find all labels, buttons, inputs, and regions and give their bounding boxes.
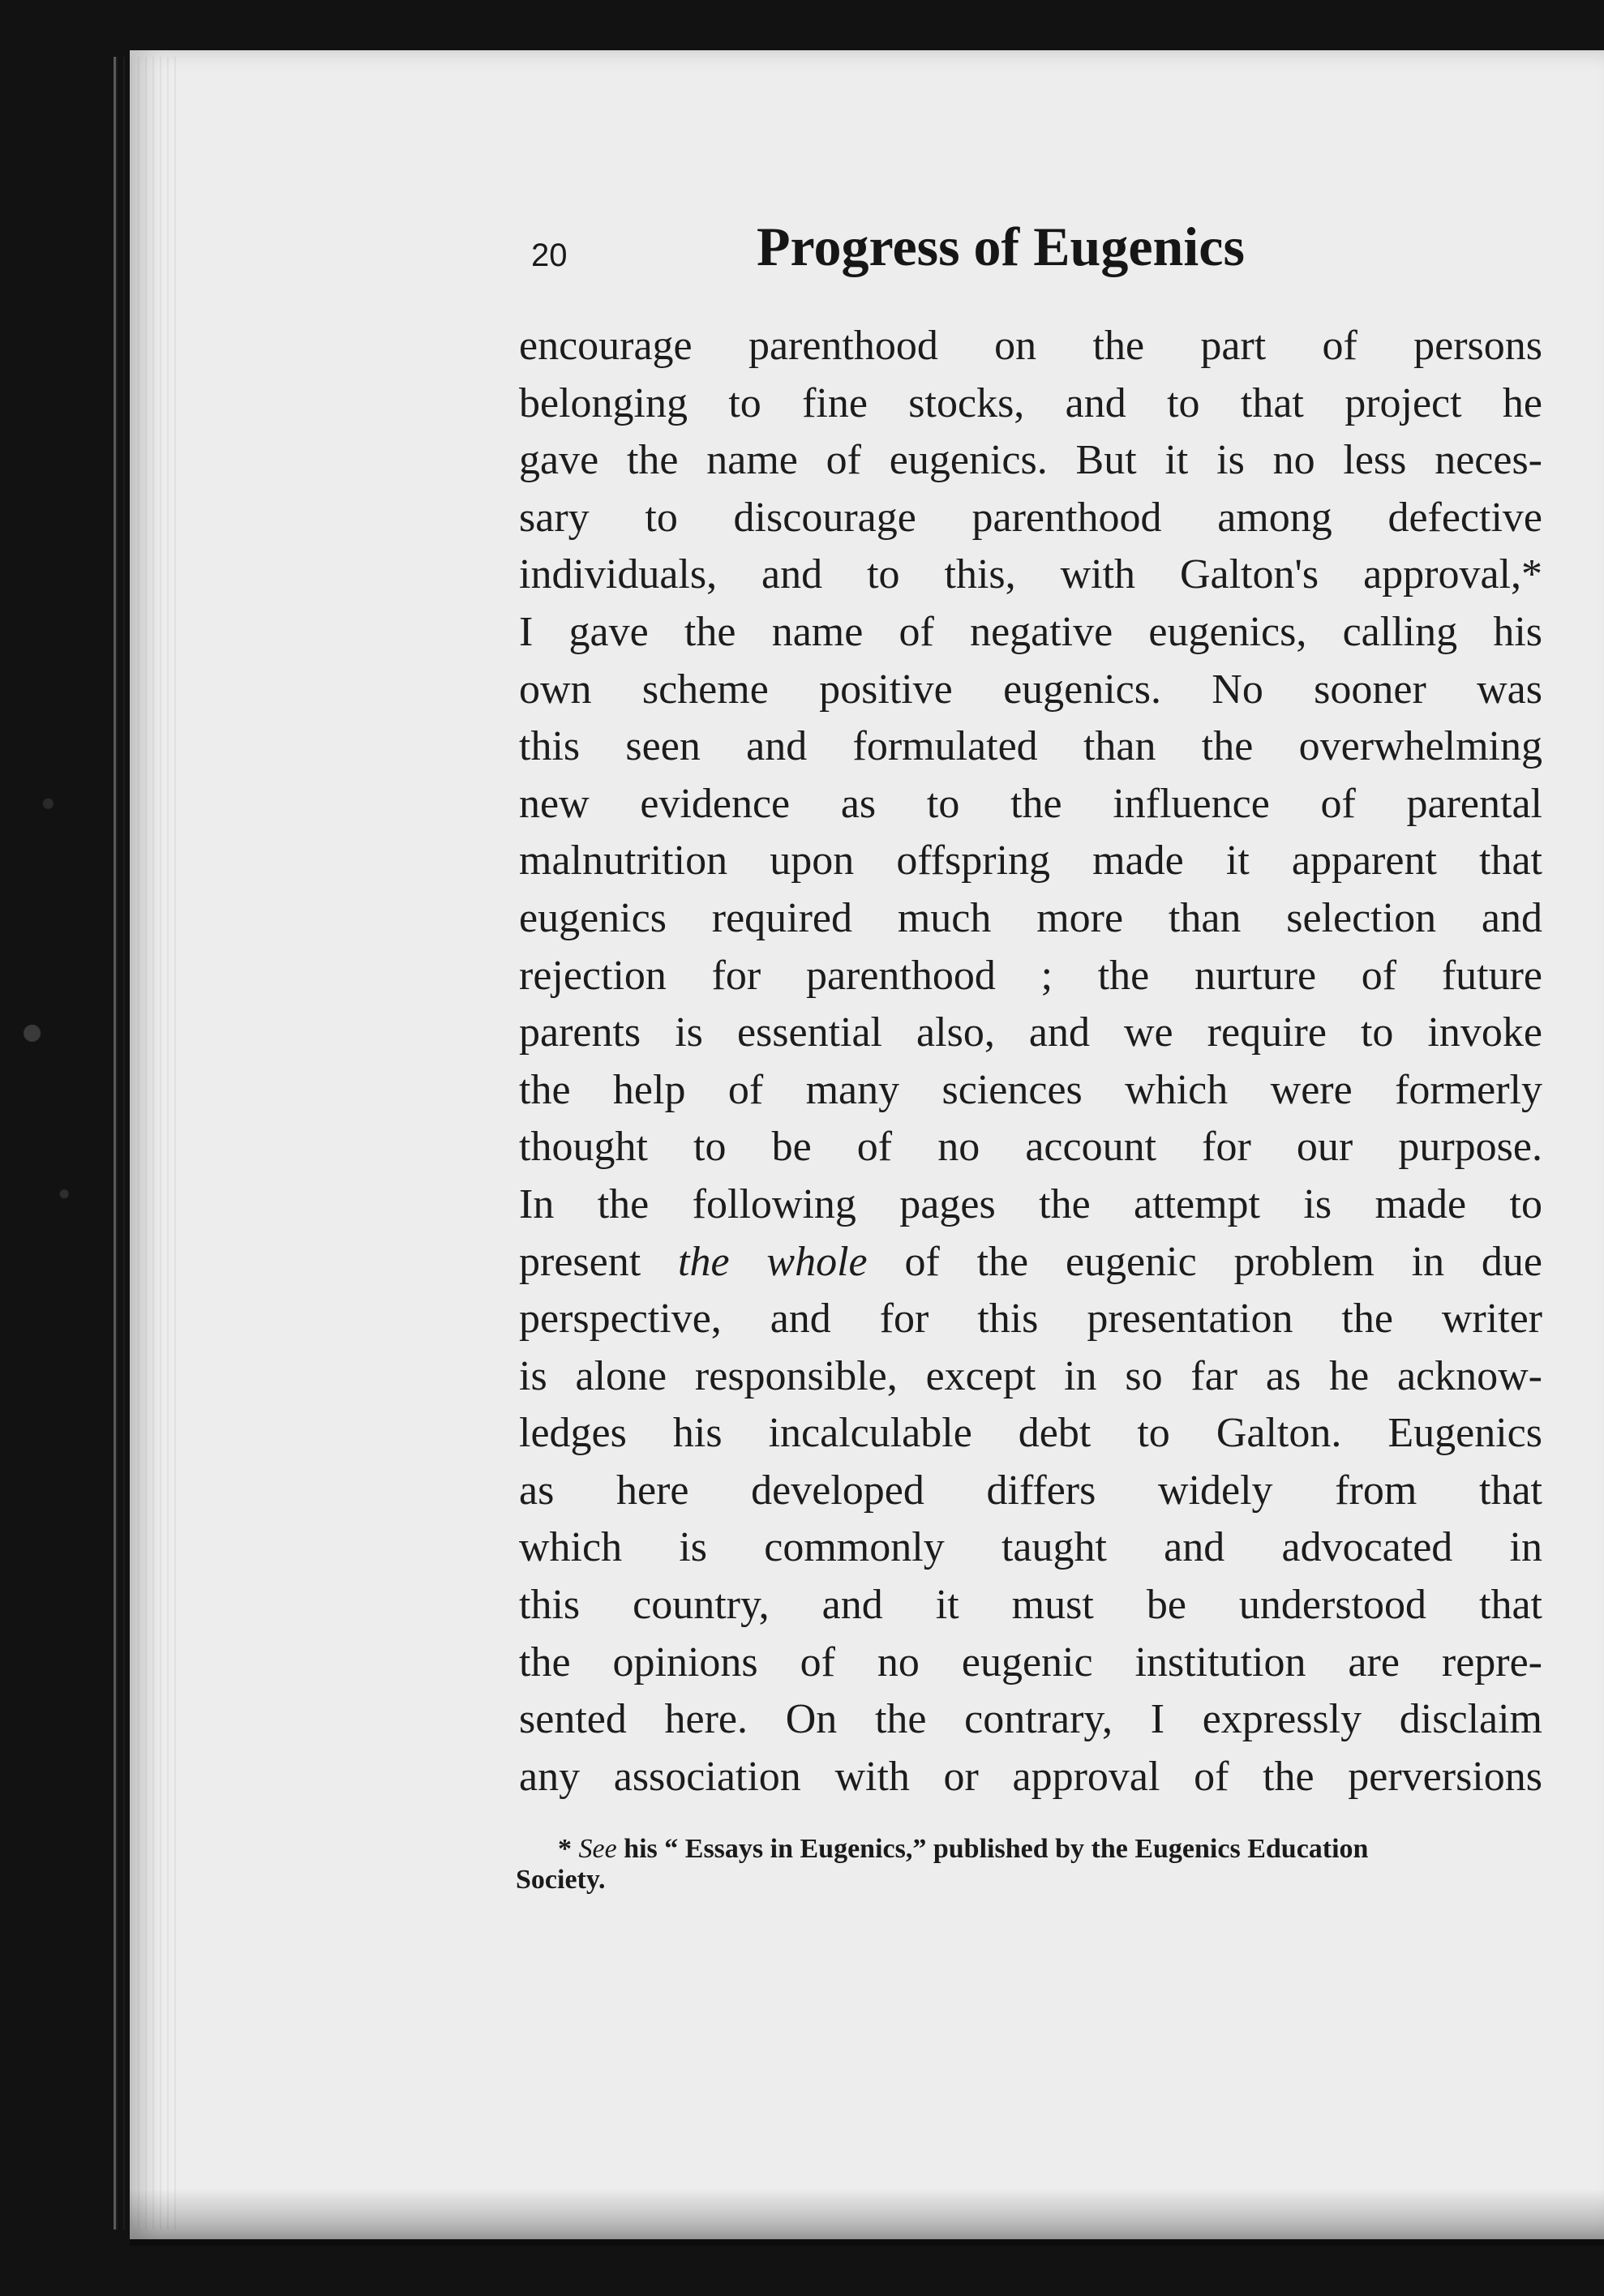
text-segment: of the eugenic problem in due — [904, 1238, 1542, 1285]
page-number: 20 — [531, 238, 568, 273]
text-line: which is commonly taught and advocated in — [519, 1524, 1542, 1571]
text-line: as here developed differs widely from that — [519, 1467, 1542, 1514]
text-line-with-italic — [519, 1234, 1542, 1292]
text-line: this country, and it must be understood that — [519, 1582, 1542, 1629]
italic-emphasis: the whole — [678, 1238, 868, 1285]
text-line: individuals, and to this, with Galton's approval,* — [519, 551, 1542, 598]
text-line: any association with or approval of the perversions — [519, 1753, 1542, 1800]
text-line: ledges his incalculable debt to Galton. Eugenics — [519, 1410, 1542, 1457]
text-line: encourage parenthood on the part of persons — [519, 323, 1542, 369]
page-header — [531, 215, 1529, 296]
text-line: the help of many sciences which were formerly — [519, 1066, 1542, 1113]
footnote — [516, 1834, 1521, 1895]
text-line: parents is essential also, and we require to invoke — [519, 1009, 1542, 1056]
footnote-text: his “ Essays in Eugenics,” published by the Eugenics Education — [616, 1834, 1369, 1864]
running-title: Progress of Eugenics — [757, 216, 1245, 277]
text-line: sary to discourage parenthood among defective — [519, 494, 1542, 541]
text-line: the opinions of no eugenic institution are repre- — [519, 1638, 1542, 1686]
body-text — [519, 318, 1542, 1806]
text-line: gave the name of eugenics. But it is no less neces- — [519, 437, 1542, 484]
text-line: malnutrition upon offspring made it apparent that — [519, 837, 1542, 885]
page-binding-edge — [114, 57, 181, 2230]
text-line: rejection for parenthood ; the nurture of future — [519, 952, 1542, 999]
footnote-continuation: Society. — [516, 1865, 606, 1895]
text-line: thought to be of no account for our purpose. — [519, 1124, 1542, 1171]
page-bottom-shadow — [130, 2189, 1604, 2246]
text-line: In the following pages the attempt is made to — [519, 1180, 1542, 1227]
text-line: this seen and formulated than the overwhelming — [519, 723, 1542, 770]
text-line: own scheme positive eugenics. No sooner was — [519, 666, 1542, 713]
text-line: belonging to fine stocks, and to that project he — [519, 379, 1542, 426]
footnote-line — [516, 1834, 1521, 1865]
text-segment: present — [519, 1238, 641, 1285]
text-line: is alone responsible, except in so far as he acknow- — [519, 1352, 1542, 1399]
text-line: perspective, and for this presentation the writer — [519, 1296, 1542, 1343]
text-line: eugenics required much more than selection and — [519, 894, 1542, 941]
text-line: I gave the name of negative eugenics, calling his — [519, 608, 1542, 655]
footnote-see: See — [578, 1834, 617, 1864]
footnote-marker: * — [558, 1834, 572, 1864]
text-line: new evidence as to the influence of parental — [519, 780, 1542, 827]
text-line: sented here. On the contrary, I expressly disclaim — [519, 1696, 1542, 1743]
